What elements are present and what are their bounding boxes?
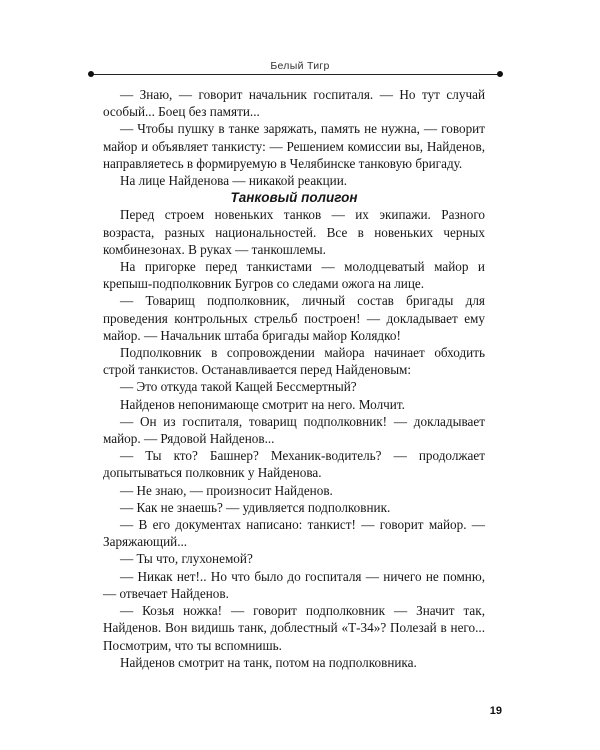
paragraph: — Как не знаешь? — удивляется подполковник. — [120, 499, 391, 515]
paragraph: Найденов непонимающе смотрит на него. Молчит. — [120, 396, 405, 412]
header-rule — [90, 74, 500, 75]
paragraph: — Не знаю, — произносит Найденов. — [120, 482, 333, 498]
rule-dot-right — [497, 71, 503, 77]
paragraph: — Чтобы пушку в танке заряжать, память не нужна, — говорит майор и объявляет танкисту: — Решением комиссии вы, Найденов, направляетесь в формируемую в Челябинске танковую бригаду. — [103, 121, 485, 171]
paragraph: — Он из госпиталя, товарищ подполковник! — докладывает майор. — Рядовой Найденов... — [103, 413, 485, 447]
section-heading: Танковый полигон — [230, 190, 358, 206]
page-number: 19 — [489, 705, 502, 717]
paragraph: — В его документах написано: танкист! — говорит майор. — Заряжающий... — [103, 517, 485, 550]
paragraph: — Ты что, глухонемой? — [120, 551, 253, 567]
running-header: Белый Тигр — [270, 60, 330, 72]
paragraph: — Никак нет!.. Но что было до госпиталя — ничего не помню, — отвечает Найденов. — [103, 568, 485, 601]
body-text — [103, 86, 485, 671]
paragraph: На лице Найденова — никакой реакции. — [120, 173, 348, 189]
paragraph: Подполковник в сопровождении майора начинает обходить строй танкистов. Останавливается перед Найденовым: — [103, 345, 485, 378]
paragraph: На пригорке перед танкистами — молодцеватый майор и крепыш-подполковник Бугров со следами ожога на лице. — [103, 259, 485, 292]
paragraph: — Знаю, — говорит начальник госпиталя. — Но тут случай особый... Боец без памяти... — [103, 87, 485, 120]
paragraph: Найденов смотрит на танк, потом на подполковника. — [120, 654, 417, 670]
paragraph: — Козья ножка! — говорит подполковник — Значит так, Найденов. Вон видишь танк, доблестный «Т-34»? Полезай в него... Посмотрим, что ты вспомнишь. — [103, 603, 485, 653]
rule-dot-left — [88, 71, 94, 77]
paragraph: — Ты кто? Башнер? Механик-водитель? — продолжает допытываться полковник у Найденова. — [103, 448, 485, 481]
paragraph: — Товарищ подполковник, личный состав бригады для проведения контрольных стрельб построен! — докладывает ему майор. — Начальник штаба бригады майор Колядко! — [103, 293, 485, 343]
paragraph: — Это откуда такой Кащей Бессмертный? — [120, 379, 357, 395]
paragraph: Перед строем новеньких танков — их экипажи. Разного возраста, разных национальностей. Все в новеньких черных комбинезонах. В руках — танкошлемы. — [103, 207, 485, 257]
